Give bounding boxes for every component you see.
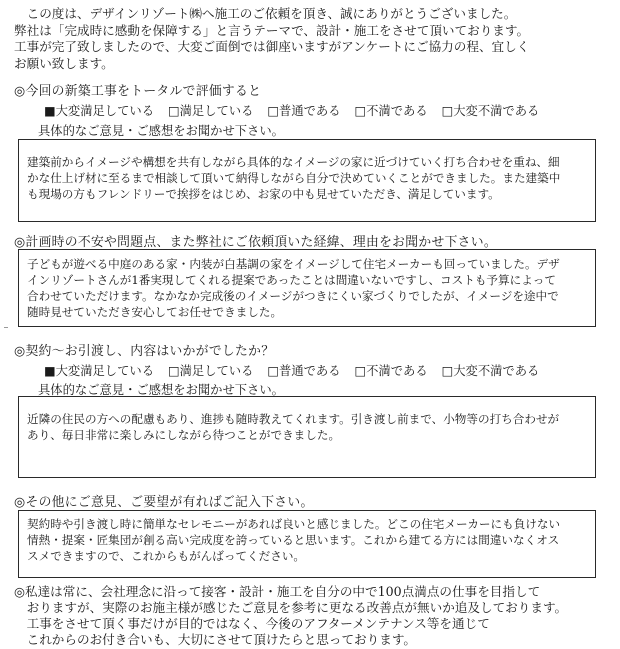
- answer-line: インリゾートさんが1番実現してくれる提案であったことは間違いないですし、コストも予算によって: [27, 273, 556, 287]
- answer-line: 合わせていただけます。なかなか完成後のイメージがつきにくい家づくりでしたが、イメージを途中で: [27, 289, 559, 303]
- answer-line: 契約時や引き渡し時に簡単なセレモニーがあれば良いと感じました。どこの住宅メーカーにも負けない: [27, 517, 561, 531]
- answer-line: 子どもが遊べる中庭のある家・内装が白基調の家をイメージして住宅メーカーも回っていました。デザ: [27, 257, 560, 271]
- q3-option-very-dissatisfied[interactable]: □大変不満である: [441, 364, 540, 378]
- margin-tick-mark: [4, 327, 8, 328]
- closing-line: おりますが、実際のお施主様が感じたご意見を参考に更なる改善点が無いか追及しております。: [14, 600, 568, 615]
- intro-line: 弊社は「完成時に感動を保障する」と言うテーマで、設計・施工をさせて頂いております。: [14, 22, 530, 38]
- answer-line: かな仕上げ材に至るまで相談して頂いて納得しながら自分で決めていくことができました。また建築中: [27, 171, 561, 185]
- q1-sub-prompt: 具体的なご意見・ご感想をお聞かせ下さい。: [38, 124, 284, 138]
- intro-line: 工事が完了致しましたので、大変ご面倒では御座いますがアンケートにご協力の程、宜しく: [14, 39, 530, 54]
- answer-line: 近隣の住民の方への配慮もあり、進捗も随時教えてくれます。引き渡し前まで、小物等の打ち合わせが: [27, 412, 560, 426]
- answer-line: スメできますので、これからもがんばってください。: [27, 549, 306, 563]
- q1-title: ◎今回の新築工事をトータルで評価すると: [14, 84, 262, 99]
- q1-option-very-satisfied[interactable]: ■大変満足している: [44, 104, 154, 118]
- q3-rating-options: [44, 361, 553, 379]
- q1-option-satisfied[interactable]: □満足している: [168, 104, 254, 118]
- q3-option-dissatisfied[interactable]: □不満である: [354, 364, 428, 378]
- answer-line: 随時見せていただき安心してお任せできました。: [27, 305, 283, 319]
- q2-title: ◎計画時の不安や問題点、また弊社にご依頼頂いた経緯、理由をお聞かせ下さい。: [14, 235, 497, 250]
- q3-title: ◎契約～お引渡し、内容はいかがでしたか？: [14, 344, 275, 359]
- intro-line: お願い致します。: [14, 55, 114, 71]
- closing-line: 工事をさせて頂く事だけが目的ではなく、今後のアフターメンテナンス等を通じて: [14, 616, 490, 631]
- intro-text: [14, 6, 612, 72]
- q4-answer-box: [18, 510, 596, 578]
- closing-line: ◎私達は常に、会社理念に沿って接客・設計・施工を自分の中で100点満点の仕事を目指して: [14, 584, 541, 599]
- q3-option-very-satisfied[interactable]: ■大変満足している: [44, 364, 154, 378]
- q1-option-very-dissatisfied[interactable]: □大変不満である: [441, 104, 540, 118]
- intro-line: この度は、デザインリゾート㈱へ施工のご依頼を頂き、誠にありがとうございました。: [14, 6, 517, 21]
- q1-answer-box: [18, 139, 596, 222]
- closing-line: これからのお付き合いも、大切にさせて頂けたらと思っております。: [14, 632, 416, 647]
- answer-line: あり、毎日非常に楽しみにしながら待つことができました。: [27, 428, 341, 442]
- q3-option-satisfied[interactable]: □満足している: [168, 364, 254, 378]
- answer-line: 情熱・提案・匠集団が創る高い完成度を誇っていると思います。これから建てる方には間違いなくオス: [27, 533, 560, 547]
- q1-option-dissatisfied[interactable]: □不満である: [354, 104, 428, 118]
- answer-line: も現場の方もフレンドリーで挨拶をはじめ、お家の中も見せていただき、満足しています。: [27, 187, 500, 201]
- q3-option-normal[interactable]: □普通である: [267, 364, 341, 378]
- q3-sub-prompt: 具体的なご意見・ご感想をお聞かせ下さい。: [38, 383, 284, 397]
- q1-rating-options: [44, 101, 553, 119]
- q2-answer-box: [18, 249, 596, 327]
- q3-answer-box: [18, 396, 596, 478]
- q1-option-normal[interactable]: □普通である: [267, 104, 341, 118]
- q4-title: ◎その他にご意見、ご要望が有ればご記入下さい。: [14, 495, 314, 510]
- closing-statement: [14, 584, 612, 648]
- answer-line: 建築前からイメージや構想を共有しながら具体的なイメージの家に近づけていく打ち合わせを重ね、細: [27, 155, 560, 169]
